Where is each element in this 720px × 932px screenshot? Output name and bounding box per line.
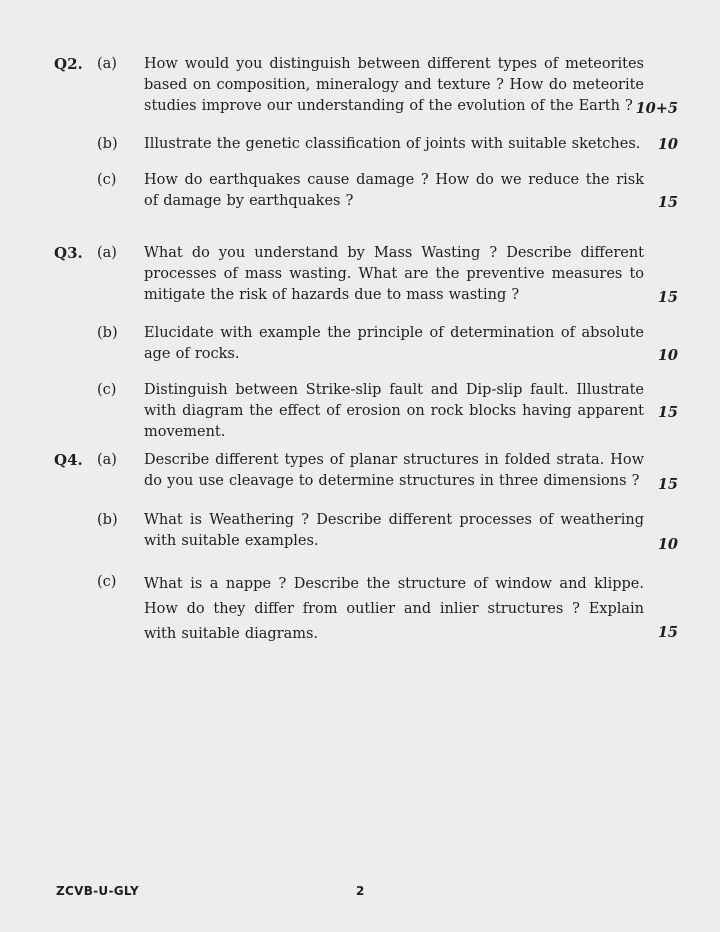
part-text: What is Weathering ? Describe different processes of weathering with suitable examples. [144,512,644,549]
question-number: Q4. [54,451,83,469]
part-label: (a) [97,452,117,468]
part-text: What do you understand by Mass Wasting ? Describe different processes of mass wasting. What are the preventive measures to mitigate the risk of hazards due to mass wasting ? [144,245,644,303]
part-text: Illustrate the genetic classification of joints with suitable sketches. [144,136,641,152]
part-marks: 15 [657,194,678,211]
part-marks: 10 [657,347,678,364]
part-label: (a) [97,245,117,261]
part-text: Elucidate with example the principle of determination of absolute age of rocks. [144,325,644,362]
part-text: How do earthquakes cause damage ? How do we reduce the risk of damage by earthquakes ? [144,172,644,209]
page-number: 2 [356,884,365,898]
part-marks: 15 [657,289,678,306]
paper-code: ZCVB-U-GLY [56,884,139,898]
part-label: (c) [97,574,117,590]
part-text: Distinguish between Strike-slip fault and Dip-slip fault. Illustrate with diagram the effect of erosion on rock blocks having apparent movement. [144,382,644,440]
part-text: How would you distinguish between different types of meteorites based on composition, mineralogy and texture ? How do meteorite studies improve our understanding of the evolution of the Earth ? [144,56,644,114]
question-number: Q2. [54,55,83,73]
part-label: (a) [97,56,117,72]
part-text: What is a nappe ? Describe the structure of window and klippe. How do they differ from outlier and inlier structures ? Explain with suitable diagrams. [144,576,644,642]
part-marks: 15 [657,404,678,421]
part-label: (b) [97,325,118,341]
part-marks: 10 [657,136,678,153]
part-marks: 15 [657,624,678,641]
part-label: (b) [97,512,118,528]
part-marks: 10+5 [635,100,678,117]
part-marks: 10 [657,536,678,553]
part-label: (b) [97,136,118,152]
part-marks: 15 [657,476,678,493]
part-label: (c) [97,172,117,188]
part-label: (c) [97,382,117,398]
question-number: Q3. [54,244,83,262]
part-text: Describe different types of planar structures in folded strata. How do you use cleavage to determine structures in three dimensions ? [144,452,644,489]
